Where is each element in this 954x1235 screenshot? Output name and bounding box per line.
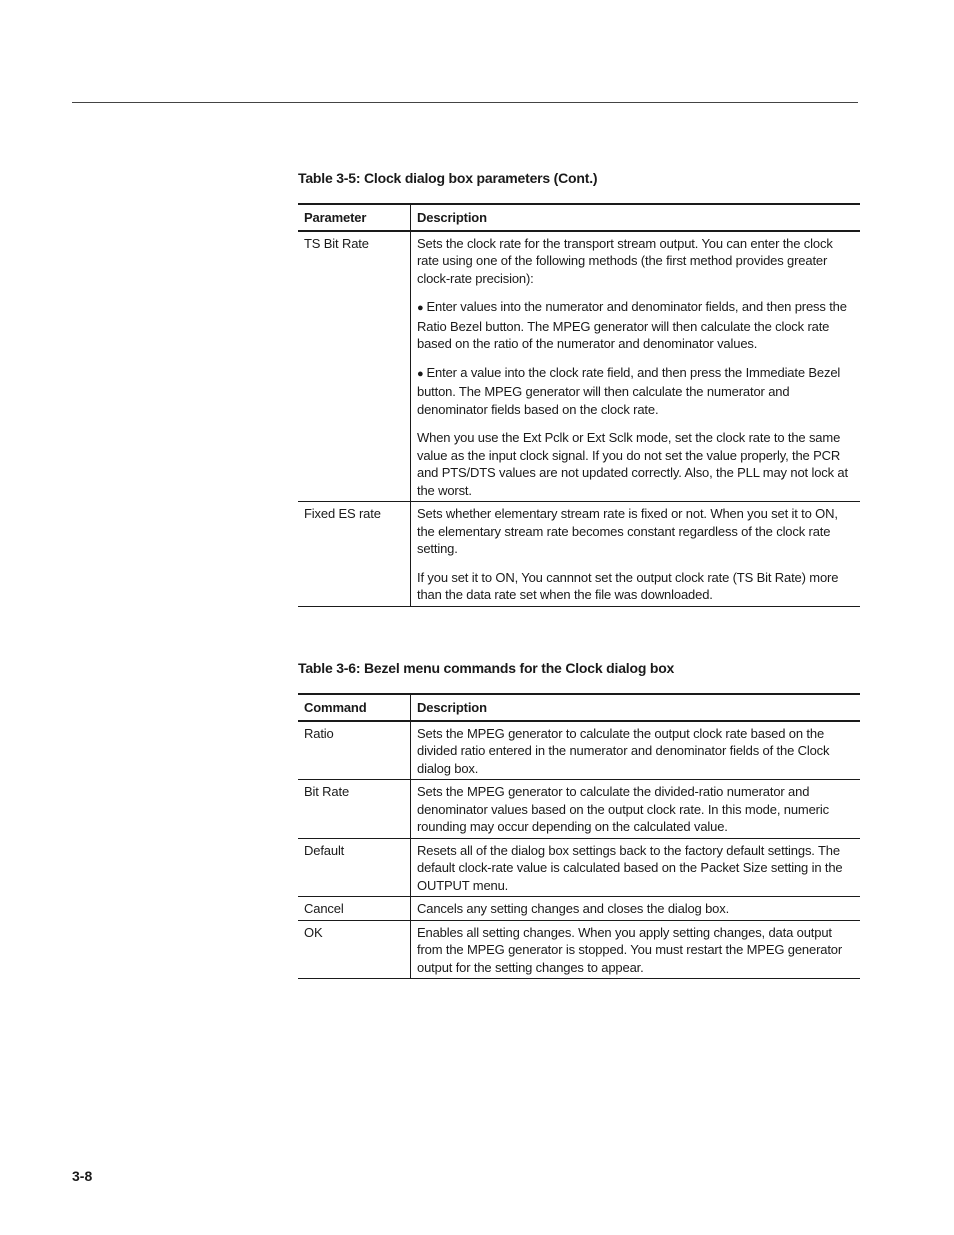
parameter-name: TS Bit Rate: [298, 231, 411, 502]
page-number: 3-8: [72, 1168, 93, 1184]
command-name: Ratio: [298, 721, 411, 780]
column-header-command: Command: [298, 694, 411, 721]
table-header-row: [298, 694, 860, 721]
clock-parameters-table: [298, 203, 860, 607]
table-row: [298, 920, 860, 979]
table-row: [298, 897, 860, 921]
table-row: [298, 838, 860, 897]
command-name: Default: [298, 838, 411, 897]
clock-parameters-table-block: [298, 170, 860, 607]
command-description: Cancels any setting changes and closes the dialog box.: [417, 901, 730, 916]
command-name: OK: [298, 920, 411, 979]
command-description: Enables all setting changes. When you apply setting changes, data output from the MPEG generator is stopped. You must restart the MPEG generator output for the setting changes to appear.: [417, 924, 843, 975]
description-paragraph: [417, 235, 854, 288]
bezel-commands-table-block: [298, 660, 860, 979]
table-row: [298, 780, 860, 839]
command-name: Bit Rate: [298, 780, 411, 839]
bullet-icon: ●: [417, 302, 424, 314]
column-header-description: Description: [417, 210, 487, 225]
header-rule: [72, 102, 858, 103]
table-3-6-caption: Table 3-6: Bezel menu commands for the Clock dialog box: [298, 660, 675, 676]
table-header-row: [298, 204, 860, 231]
paragraph-text: Sets the clock rate for the transport stream output. You can enter the clock rate using one of the following methods (the first method provides greater clock-rate precision):: [417, 235, 833, 286]
paragraph-text: Sets whether elementary stream rate is fixed or not. When you set it to ON, the elementary stream rate becomes constant regardless of the clock rate setting.: [417, 506, 838, 556]
paragraph-text: Enter values into the numerator and denominator fields, and then press the Ratio Bezel button. The MPEG generator will then calculate the clock rate based on the ratio of the numerator and denominator values.: [417, 299, 847, 351]
bezel-commands-table: [298, 693, 860, 979]
description-paragraph: [417, 429, 854, 499]
parameter-description: [411, 231, 861, 502]
command-description: Resets all of the dialog box settings back to the factory default settings. The default clock-rate value is calculated based on the Packet Size setting in the OUTPUT menu.: [417, 842, 843, 893]
description-paragraph: [417, 505, 854, 558]
command-description: Sets the MPEG generator to calculate the output clock rate based on the divided ratio entered in the numerator and denominator fields of the Clock dialog box.: [417, 725, 830, 776]
table-row: [298, 502, 860, 607]
command-name: Cancel: [298, 897, 411, 921]
description-paragraph: [417, 569, 854, 604]
parameter-description: [411, 502, 861, 607]
paragraph-text: When you use the Ext Pclk or Ext Sclk mode, set the clock rate to the same value as the input clock signal. If you do not set the value properly, the PCR and PTS/DTS values are not updated correctly. Also, the PLL may not lock at the worst.: [417, 430, 848, 498]
column-header-description: Description: [417, 700, 487, 715]
column-header-parameter: Parameter: [298, 204, 411, 231]
paragraph-text: Enter a value into the clock rate field, and then press the Immediate Bezel button. The MPEG generator will then calculate the numerator and denominator fields based on the clock rate.: [417, 364, 841, 417]
table-3-5-caption: Table 3-5: Clock dialog box parameters (Cont.): [298, 170, 598, 186]
parameter-name: Fixed ES rate: [298, 502, 411, 607]
bullet-icon: ●: [417, 367, 424, 380]
table-row: [298, 721, 860, 780]
paragraph-text: If you set it to ON, You cannnot set the output clock rate (TS Bit Rate) more than the data rate set when the file was downloaded.: [417, 569, 839, 602]
table-row: [298, 231, 860, 502]
description-paragraph: [417, 298, 854, 353]
description-paragraph: [417, 364, 854, 419]
command-description: Sets the MPEG generator to calculate the divided-ratio numerator and denominator values based on the output clock rate. In this mode, numeric rounding may occur depending on the calculated value.: [417, 784, 829, 834]
